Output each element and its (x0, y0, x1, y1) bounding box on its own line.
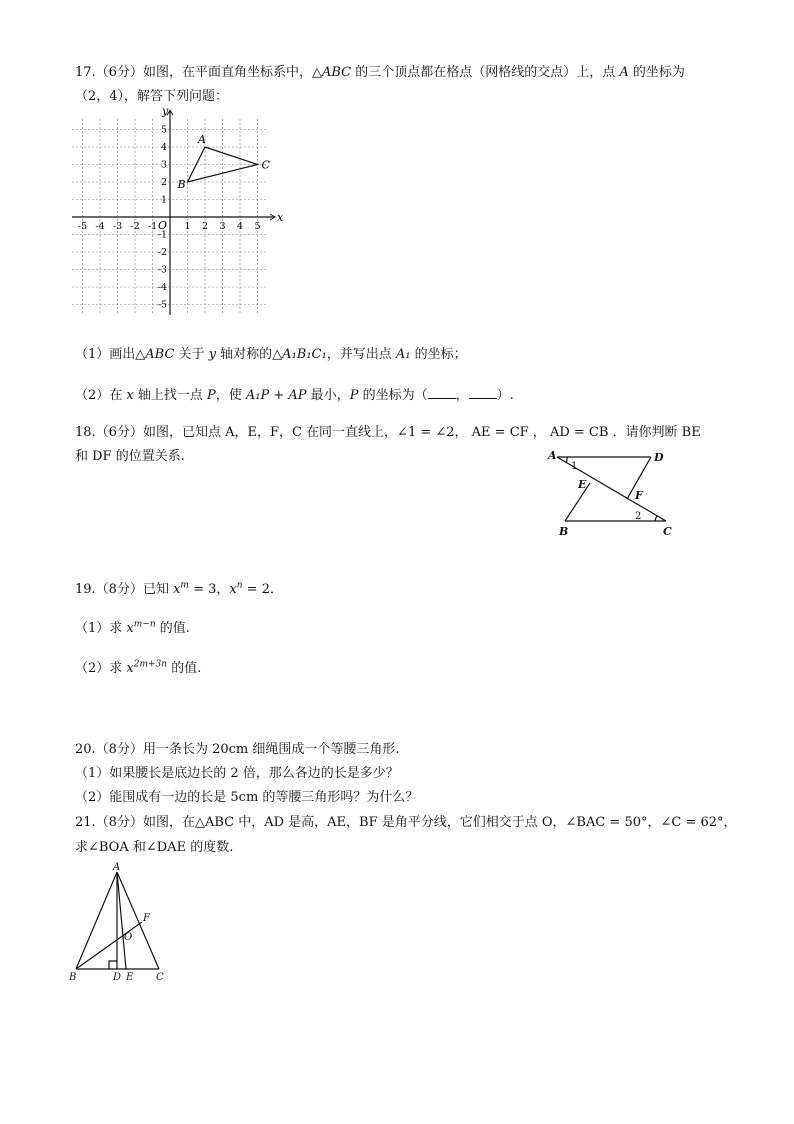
q17-sub1-mid2: 轴对称的 (216, 347, 273, 362)
q17-mid-text: 的三个顶点都在格点（网格线的交点）上，点 (351, 65, 620, 80)
y-tick-label: -3 (157, 264, 167, 276)
q19-sub1-exp: m−n (133, 619, 156, 630)
q18-label-e: E (578, 478, 587, 491)
q19-eq1: = 3， (188, 582, 230, 597)
q17-coordinate-grid (77, 104, 284, 322)
q19-exp-m: m (180, 580, 189, 591)
q17-sub1-pre: （1）画出 (75, 347, 136, 362)
q17-head-text: 17.（6分）如图，在平面直角坐标系中， (75, 65, 312, 80)
y-tick-label: 1 (160, 194, 167, 206)
x-tick-label: -3 (112, 221, 123, 232)
origin-label: O (158, 219, 168, 232)
q21-line1: 21.（8分）如图，在△ABC 中，AD 是高，AE，BF 是角平分线，它们相交于点 O，∠BAC = 50°，∠C = 62°， (75, 815, 737, 830)
q18-label-angle-2: 2 (635, 511, 642, 522)
vertex-label-c: C (261, 158, 270, 172)
q17-point-a: A (619, 65, 629, 80)
q17-sub1-tail: 的坐标； (410, 347, 467, 362)
q21-segment-ae (117, 872, 126, 969)
q21-label-o: O (124, 932, 133, 943)
q18-label-f: F (635, 489, 643, 502)
x-tick-label: -1 (147, 221, 158, 232)
q20-line1: 20.（8分）用一条长为 20cm 细绳围成一个等腰三角形. (75, 742, 400, 757)
y-tick-label: -4 (157, 282, 167, 293)
q19-sub2-tail: 的值. (167, 661, 202, 676)
y-tick-label: 5 (160, 124, 167, 136)
q19-sub1 (75, 620, 190, 638)
y-tick-label: -2 (157, 247, 167, 258)
q17-sub2-mid: 轴上找一点 (133, 388, 208, 403)
q19-sub2 (75, 660, 201, 678)
q17-triangle: △ABC (311, 65, 352, 80)
x-tick-label: 2 (201, 221, 209, 232)
q19-line1 (75, 581, 283, 599)
q18-label-d: D (654, 451, 664, 464)
q17-sub1-triangle: △ABC (135, 347, 175, 362)
q17-sub2-x: x (126, 388, 134, 403)
q21-label-c: C (156, 972, 164, 983)
q21-line2: 求∠BOA 和∠DAE 的度数. (75, 840, 234, 855)
q17-line1 (75, 64, 685, 82)
x-tick-label: -5 (77, 221, 88, 232)
q18-label-angle-1: 1 (571, 461, 578, 472)
q19-sub1-tail: 的值. (155, 621, 190, 636)
q17-sub1-y: y (208, 347, 217, 362)
q20-line3: （2）能围成有一边的长是 5cm 的等腰三角形吗？为什么？ (75, 790, 419, 805)
q17-sub1-a1: A₁ (395, 347, 411, 362)
q17-sub1-mid: 关于 (174, 347, 209, 362)
q19-sub2-exp: 2m+3n (133, 659, 168, 670)
q18-label-c: C (663, 525, 672, 538)
q17-tail-text: 的坐标为 (628, 65, 685, 80)
q17-sub2-p: P (207, 388, 216, 403)
q17-sub2-mid4: 的坐标为（ (358, 388, 428, 403)
q19-sub1-pre: （1）求 (75, 621, 127, 636)
y-tick-label: -1 (157, 229, 167, 241)
q17-answer-blank-x[interactable] (428, 386, 456, 399)
q17-sub2-tail: ）. (496, 388, 514, 403)
q19-sub2-pre: （2）求 (75, 661, 127, 676)
q21-label-a: A (113, 862, 121, 873)
q17-sub2-expr: A₁P + AP (245, 388, 307, 403)
q19-x1: x (173, 582, 181, 597)
q21-label-d: D (113, 972, 122, 983)
q18-figure (545, 447, 685, 542)
q17-sub2-pre: （2）在 (75, 388, 127, 403)
x-tick-label: 5 (254, 221, 261, 232)
q18-line2: 和 DF 的位置关系. (75, 449, 185, 464)
y-tick-label: -5 (157, 299, 167, 311)
x-axis-label: x (277, 211, 284, 224)
q21-label-b: B (69, 972, 77, 983)
y-tick-label: 2 (160, 177, 167, 188)
y-axis-label: y (162, 104, 169, 118)
x-tick-label: 3 (219, 221, 226, 232)
q19-x2: x (229, 582, 237, 597)
vertex-label-a: A (198, 133, 206, 146)
q17-sub2 (75, 386, 514, 405)
q17-sub1-triangle2: △A₁B₁C₁ (272, 347, 327, 362)
y-tick-label: 3 (160, 159, 167, 171)
x-tick-label: 4 (236, 221, 244, 232)
x-tick-label: -4 (95, 221, 105, 232)
q17-answer-blank-y[interactable] (469, 386, 497, 399)
q18-line1: 18.（6分）如图，已知点 A，E，F，C 在同一直线上，∠1 = ∠2， AE = CF ， AD = CB ．请你判断 BE (75, 425, 701, 440)
q19-head: 19.（8分）已知 (75, 582, 174, 597)
q17-sub1 (75, 346, 467, 364)
vertex-label-b: B (177, 178, 186, 191)
q17-sub2-mid3: 最小， (306, 388, 350, 403)
q21-right-angle-mark (109, 961, 117, 969)
q20-line2: （1）如果腰长是底边长的 2 倍，那么各边的长是多少？ (75, 766, 399, 781)
x-tick-label: -2 (130, 221, 140, 232)
q19-sub2-x: x (126, 661, 134, 676)
q21-figure (64, 862, 174, 987)
q17-line2: （2，4），解答下列问题： (75, 89, 229, 104)
q17-sub2-p2: P (349, 388, 359, 403)
q18-label-b: B (559, 525, 569, 538)
q19-sub1-x: x (126, 621, 134, 636)
q18-label-a: A (548, 449, 557, 462)
q19-exp-n: n (236, 580, 243, 591)
q21-label-e: E (126, 972, 134, 983)
q18-angle-1-arc (566, 457, 567, 463)
q18-angle-2-arc (655, 516, 657, 521)
q17-sub2-comma: ， (455, 388, 469, 403)
y-tick-label: 4 (160, 142, 167, 153)
q19-eq2: = 2． (242, 582, 283, 597)
q21-segment-ac (117, 872, 159, 969)
x-tick-label: 1 (184, 221, 191, 232)
q17-sub1-mid3: ，并写出点 (326, 347, 396, 362)
q21-label-f: F (143, 913, 150, 924)
q17-sub2-mid2: ，使 (215, 388, 246, 403)
